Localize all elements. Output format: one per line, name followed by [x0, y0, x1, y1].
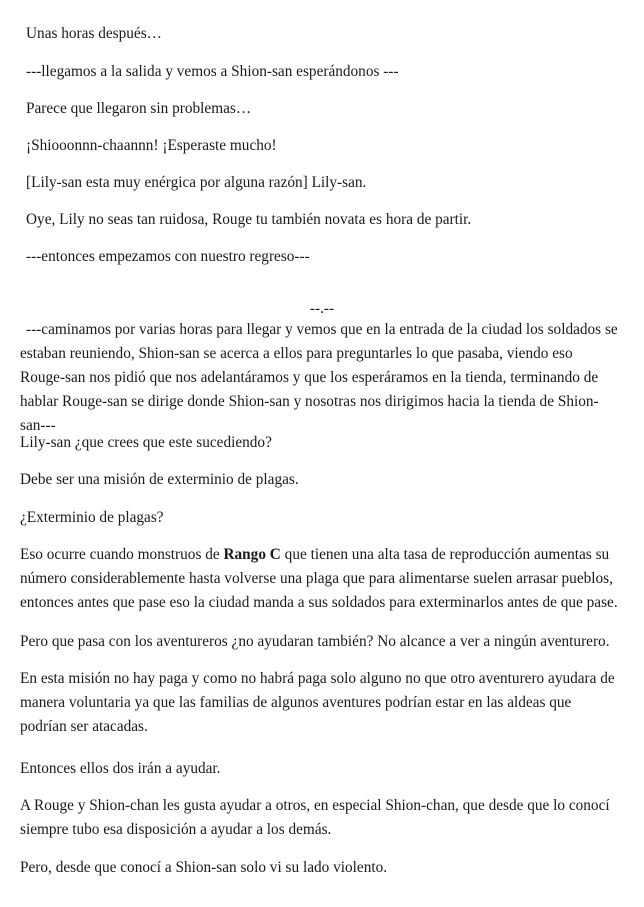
- paragraph-16: Entonces ellos dos irán a ayudar.: [20, 760, 221, 777]
- paragraph-9: ---caminamos por varias horas para llegar y vemos que en la entrada de la ciudad los soldados se estaban reuniendo, Shion-san se acerca a ellos para preguntarles lo que pasaba, viendo eso Rouge-san nos pidió que nos adelantáramos y que los esperáramos en la tienda, terminando de hablar Rouge-san se dirige donde Shion-san y nosotras nos dirigimos hacia la tienda de Shion-san---: [20, 321, 618, 434]
- paragraph-12: ¿Exterminio de plagas?: [20, 509, 164, 526]
- paragraph-2: ---llegamos a la salida y vemos a Shion-san esperándonos ---: [26, 63, 399, 80]
- paragraph-10: Lily-san ¿que crees que este sucediendo?: [20, 434, 272, 451]
- paragraph-11: Debe ser una misión de exterminio de plagas.: [20, 471, 299, 488]
- paragraph-4: ¡Shiooonnn-chaannn! ¡Esperaste mucho!: [26, 137, 277, 154]
- paragraph-15: En esta misión no hay paga y como no habrá paga solo alguno no que otro aventurero ayudara de manera voluntaria ya que las familias de algunos aventures podrían estar en las aldeas que podrían ser atacadas.: [20, 670, 615, 735]
- scene-separator: --.--: [309, 300, 335, 318]
- paragraph-1: Unas horas después…: [26, 25, 162, 42]
- rango-before: Eso ocurre cuando monstruos de: [20, 546, 224, 563]
- rango-bold: Rango C: [223, 546, 281, 563]
- paragraph-7: ---entonces empezamos con nuestro regreso---: [26, 248, 310, 265]
- paragraph-6: Oye, Lily no seas tan ruidosa, Rouge tu también novata es hora de partir.: [26, 211, 472, 228]
- paragraph-rango: [20, 543, 620, 615]
- paragraph-17: A Rouge y Shion-chan les gusta ayudar a otros, en especial Shion-chan, que desde que lo conocí siempre tubo esa disposición a ayudar a los demás.: [20, 797, 610, 838]
- paragraph-3: Parece que llegaron sin problemas…: [26, 100, 252, 117]
- paragraph-18: Pero, desde que conocí a Shion-san solo vi su lado violento.: [20, 859, 388, 876]
- rango-after: que tienen una alta tasa de reproducción aumentas su número considerablemente hasta volverse una plaga que para alimentarse suelen arrasar pueblos, entonces antes que pase eso la ciudad manda a sus soldados para exterminarlos antes de que pase.: [20, 546, 618, 611]
- paragraph-14: Pero que pasa con los aventureros ¿no ayudaran también? No alcance a ver a ningún aventurero.: [20, 633, 610, 650]
- paragraph-5: [Lily-san esta muy enérgica por alguna razón] Lily-san.: [26, 174, 367, 191]
